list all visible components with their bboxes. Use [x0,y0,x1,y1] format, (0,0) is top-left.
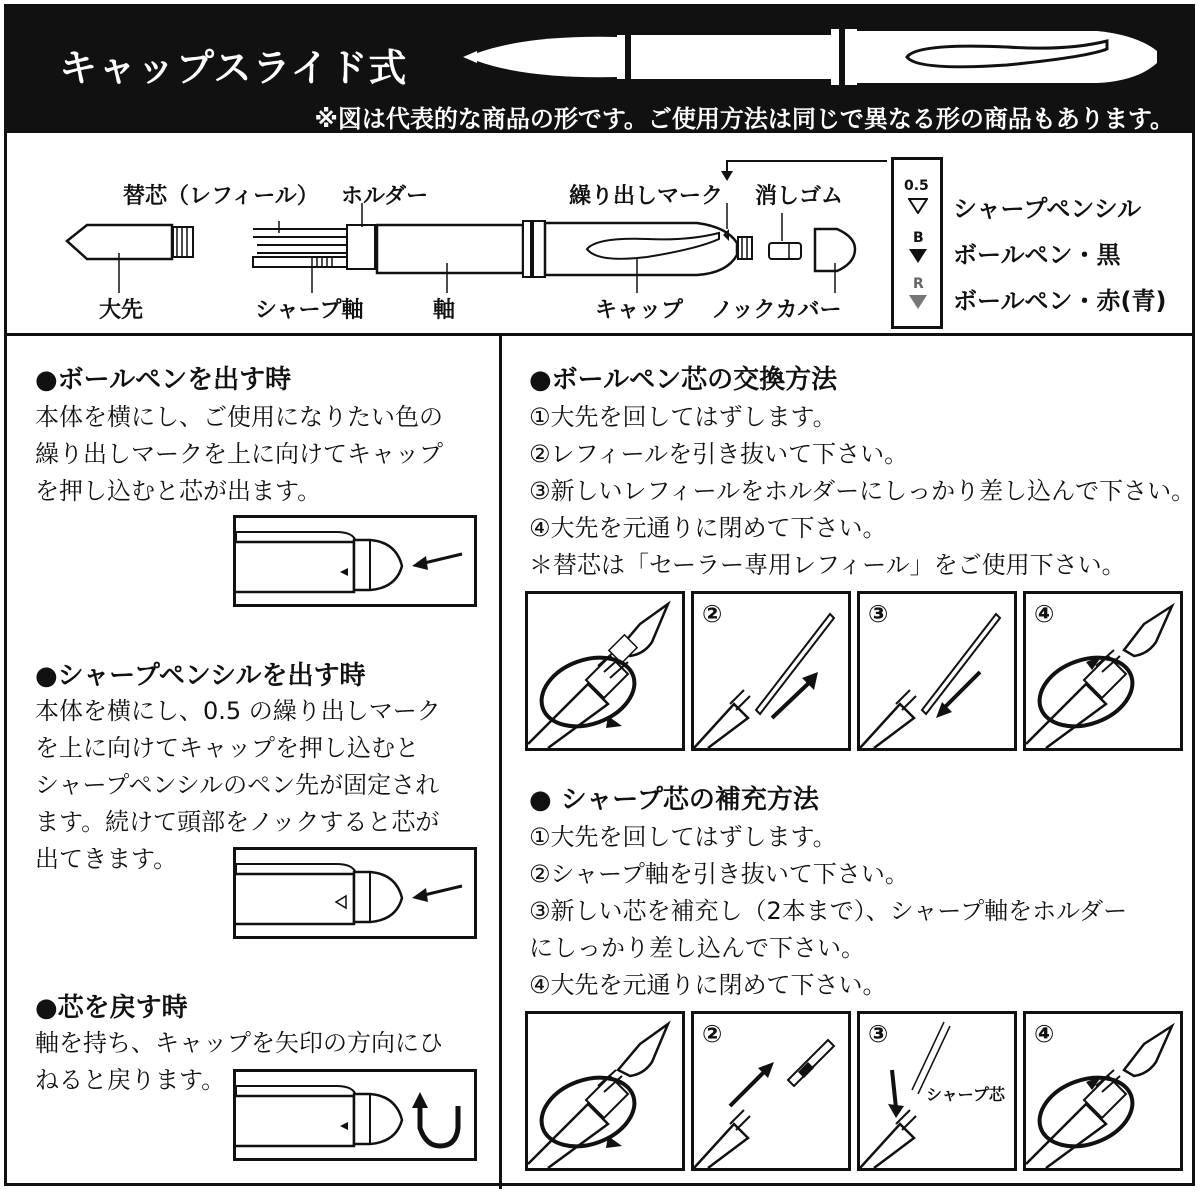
lead-refill-step: ④大先を元通りに閉めて下さい。 [529,971,887,999]
header-note: ※図は代表的な商品の形です。ご使用方法は同じで異なる形の商品もあります。 [314,105,1174,133]
retract-line: 軸を持ち、キャップを矢印の方向にひ [35,1029,443,1057]
pencil-out-line: ます。続けて頭部をノックすると芯が [35,808,440,836]
lead-step-2-box [691,1011,851,1171]
label-eraser: 消しゴム [755,184,844,209]
pencil-out-illustration [233,847,477,939]
lead-label: シャープ芯 [926,1085,1005,1104]
ballpen-out-illustration [233,515,477,607]
lead-refill-step: ③新しい芯を補充し（2本まで）、シャープ軸をホルダー [529,897,1128,925]
page-title: キャップスライド式 [59,46,408,90]
step-number: ③ [868,1020,889,1048]
section-divider [7,333,1192,336]
ballpen-refill-heading: ●ボールペン芯の交換方法 [529,365,838,395]
step-number: ④ [1034,600,1055,628]
lead-refill-step: ①大先を回してはずします。 [529,823,837,851]
ballpen-step-1-box [525,591,685,751]
pencil-out-line: 出てきます。 [35,845,178,873]
ballpen-step-3-box [857,591,1017,751]
ballpen-refill-step: ①大先を回してはずします。 [529,403,837,431]
mark-legend-box [891,157,943,329]
ballpen-out-line: 本体を横にし、ご使用になりたい色の [35,403,443,431]
pencil-out-heading: ●シャープペンシルを出す時 [35,661,366,691]
ballpen-refill-step: ④大先を元通りに閉めて下さい。 [529,514,887,542]
gray-triangle-icon [908,294,928,310]
step-number: ② [702,600,723,628]
ballpen-refill-step: ②レフィールを引き抜いて下さい。 [529,440,909,468]
retract-illustration [233,1069,477,1161]
step-number: ② [702,1020,723,1048]
label-barrel: 軸 [433,298,456,323]
legend-item-red: ボールペン・赤(青) [953,287,1167,315]
label-tip: 大先 [99,298,144,323]
pencil-out-line: を上に向けてキャップを押し込むと [35,734,419,762]
header-banner [7,7,1192,133]
label-mark: 繰り出しマーク [569,184,724,209]
legend-item-pencil: シャープペンシル [953,195,1142,223]
ballpen-step-4-box [1023,591,1183,751]
ballpen-out-line: 繰り出しマークを上に向けてキャップ [35,440,443,468]
ballpen-refill-step: ③新しいレフィールをホルダーにしっかり差し込んで下さい。 [529,477,1196,505]
lead-step-4-box [1023,1011,1183,1171]
legend-item-black: ボールペン・黒 [953,241,1121,269]
ballpen-out-line: を押し込むと芯が出ます。 [35,477,322,505]
lead-refill-heading: ● シャープ芯の補充方法 [529,785,819,815]
lead-step-1-box [525,1011,685,1171]
legend-mark-r: R [913,276,924,292]
lead-refill-step: ②シャープ軸を引き抜いて下さい。 [529,860,909,888]
ballpen-refill-note: ＊替芯は「セーラー専用レフィール」をご使用下さい。 [529,551,1126,579]
step-number: ④ [1034,1020,1055,1048]
pencil-out-line: 本体を横にし、0.5 の繰り出しマーク [35,697,441,725]
label-sharp-shaft: シャープ軸 [255,298,364,323]
black-triangle-icon [908,248,928,264]
ballpen-out-heading: ●ボールペンを出す時 [35,365,292,395]
step-number: ③ [868,600,889,628]
retract-heading: ●芯を戻す時 [35,993,188,1023]
label-cap: キャップ [595,298,684,323]
lead-refill-step: にしっかり差し込んで下さい。 [529,934,865,962]
pencil-out-line: シャープペンシルのペン先が固定され [35,771,440,799]
label-knock-cover: ノックカバー [711,298,842,323]
ballpen-step-2-box [691,591,851,751]
legend-mark-b: B [913,230,924,246]
column-divider [499,336,502,1189]
retract-line: ねると戻ります。 [35,1066,226,1094]
label-holder: ホルダー [341,184,429,209]
legend-mark-05: 0.5 [904,178,929,194]
pen-header-illustration [447,21,1167,93]
lead-step-3-box [857,1011,1017,1171]
label-refill: 替芯（レフィール） [123,184,319,209]
instruction-sheet [4,4,1195,1186]
open-triangle-icon [908,198,928,214]
